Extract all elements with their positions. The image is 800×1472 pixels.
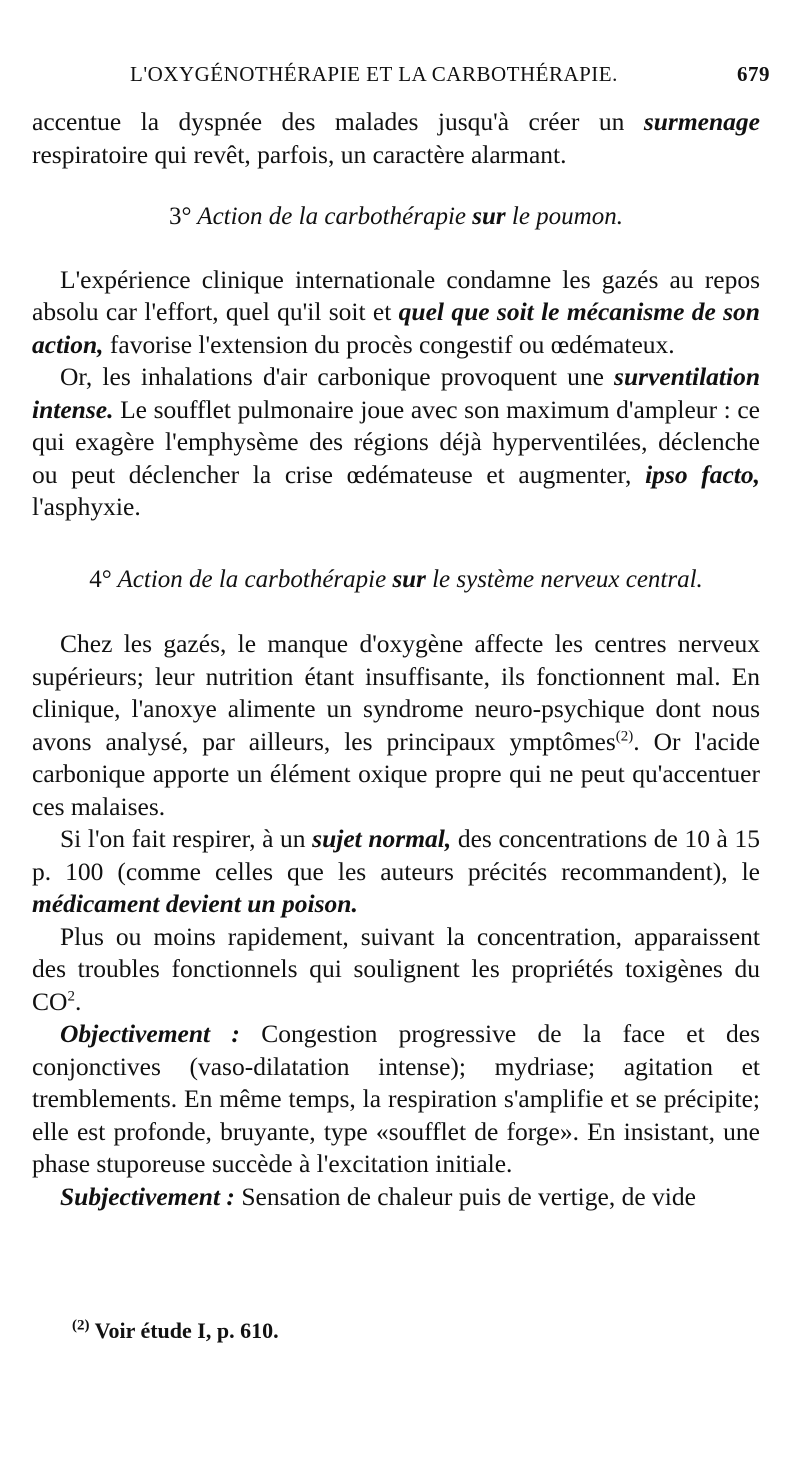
emphasis-run: sujet normal, bbox=[312, 824, 452, 853]
section-title-part: Action de la carbothérapie bbox=[191, 203, 473, 230]
footnote-text: Voir étude I, p. 610. bbox=[89, 1318, 279, 1343]
paragraph bbox=[32, 1018, 760, 1181]
section-title-part: sur bbox=[392, 565, 426, 593]
section-title-part: le système nerveux central. bbox=[425, 565, 703, 593]
section-title-part: Action de la carbothérapie bbox=[111, 565, 393, 593]
text-run: Or, les inhalations d'air carbonique provoquent une bbox=[60, 362, 615, 391]
running-title: L'OXYGÉNOTHÉRAPIE ET LA CARBOTHÉRAPIE. bbox=[130, 62, 618, 86]
text-run: Sensation de chaleur puis de vertige, de vide bbox=[234, 1181, 696, 1211]
text-run: favorise l'extension du procès congestif ou œdémateux. bbox=[103, 329, 675, 359]
footnote-reference: (2) bbox=[615, 728, 634, 744]
emphasis-surmenage: surmenage bbox=[643, 107, 760, 136]
section-heading-4 bbox=[32, 564, 760, 597]
emphasis-run: ipso facto, bbox=[645, 459, 761, 489]
text-run: Le soufflet pulmonaire joue avec son maximum d'ampleur : ce qui exagère l'emphysème des régions déjà hyperventilées, déclenche ou peut déclencher la crise œdémateuse et augmenter, bbox=[32, 394, 760, 489]
section-heading-3 bbox=[32, 201, 760, 234]
text-run: . Or l'acide carbonique apporte un élément oxique propre qui ne peut qu'accentuer ces malaises. bbox=[32, 726, 760, 821]
emphasis-run: médicament devient un poison. bbox=[32, 889, 358, 918]
paragraph bbox=[32, 1181, 760, 1214]
section-number: 3° bbox=[169, 203, 192, 230]
paragraph bbox=[32, 628, 760, 823]
text-run: Congestion progressive de la face et des conjonctives (vaso-dilatation intense); mydriase; agitation et tremblements. En même temps, la respiration s'amplifie et se précipite; elle est profonde, bruyante, type «soufflet de forge». En insistant, une phase stuporeuse succède à l'excitation initiale. bbox=[32, 1019, 760, 1178]
emphasis-run: surventilation intense. bbox=[32, 362, 760, 424]
text-run: accentue la dyspnée des malades jusqu'à créer un bbox=[32, 107, 644, 136]
paragraph bbox=[32, 921, 760, 1019]
section-number: 4° bbox=[89, 565, 112, 593]
emphasis-run: quel que soit le mécanisme de son action, bbox=[32, 297, 760, 359]
paragraph bbox=[32, 361, 760, 524]
footnote-marker: (2) bbox=[72, 1317, 90, 1334]
superscript: 2 bbox=[67, 988, 75, 1004]
body-text bbox=[32, 106, 760, 1213]
text-run: Si l'on fait respirer, à un bbox=[60, 824, 313, 853]
paragraph bbox=[32, 823, 760, 921]
footnote bbox=[72, 1318, 279, 1344]
lead-in-objectivement: Objectivement : bbox=[60, 1019, 240, 1048]
section-title-part: sur bbox=[472, 203, 506, 230]
lead-in-subjectivement: Subjectivement : bbox=[60, 1181, 235, 1211]
paragraph bbox=[32, 264, 760, 362]
text-run: des concentrations de 10 à 15 p. 100 (comme celles que les auteurs précités recommandent), le bbox=[32, 824, 760, 886]
paragraph-continuation bbox=[32, 106, 760, 171]
section-title-part: le poumon. bbox=[505, 203, 623, 230]
page-number: 679 bbox=[737, 62, 770, 86]
text-run: Plus ou moins rapidement, suivant la concentration, apparaissent des troubles fonctionnels qui soulignent les propriétés toxigènes du CO bbox=[32, 921, 760, 1016]
text-run: Chez les gazés, le manque d'oxygène affecte les centres nerveux supérieurs; leur nutrition étant insuffisante, ils fonctionnent mal. En clinique, l'anoxye alimente un syndrome neuro-psychique dont nous avons analysé, par ailleurs, les principaux ymptômes bbox=[32, 629, 760, 756]
text-run: respiratoire qui revêt, parfois, un caractère alarmant. bbox=[32, 139, 567, 169]
text-run: . bbox=[74, 986, 82, 1016]
text-run: L'expérience clinique internationale condamne les gazés au repos absolu car l'effort, quel qu'il soit et bbox=[32, 264, 760, 326]
running-header bbox=[130, 62, 770, 90]
text-run: l'asphyxie. bbox=[32, 492, 141, 521]
